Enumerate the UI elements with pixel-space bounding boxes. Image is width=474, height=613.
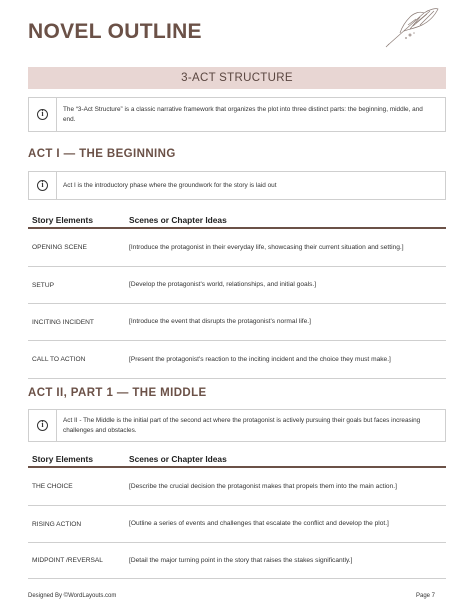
table-row (28, 267, 446, 304)
table-header (28, 452, 446, 468)
act1-note-text: Act I is the introductory phase where the groundwork for the story is laid out (63, 181, 277, 189)
act2-heading: ACT II, PART 1 — THE MIDDLE (28, 387, 207, 399)
table-row (28, 506, 446, 543)
story-element: RISING ACTION (32, 520, 82, 528)
column-header-elements: Story Elements (32, 454, 93, 464)
table-row (28, 543, 446, 579)
table-header (28, 213, 446, 229)
scene-idea: [Develop the protagonist's world, relationships, and initial goals.] (129, 281, 317, 288)
act1-note (28, 171, 446, 200)
story-element: CALL TO ACTION (32, 356, 86, 363)
table-row (28, 304, 446, 341)
scene-idea: [Present the protagonist's reaction to the inciting incident and the choice they must make.] (129, 355, 391, 363)
column-header-elements: Story Elements (32, 215, 93, 225)
story-element: SETUP (32, 281, 54, 289)
act2-table (28, 452, 446, 579)
story-element: OPENING SCENE (32, 244, 87, 251)
section-banner: 3-ACT STRUCTURE (28, 67, 446, 89)
scene-idea: [Outline a series of events and challenges that escalate the conflict and develop the plot.] (129, 520, 389, 527)
column-header-ideas: Scenes or Chapter Ideas (129, 215, 227, 225)
page-title: NOVEL OUTLINE (28, 20, 202, 43)
act2-note-text: Act II - The Middle is the initial part of the second act where the protagonist is actively pursuing their goals but faces increasing challenges and obstacles. (63, 417, 421, 434)
table-row (28, 468, 446, 506)
info-icon-cell (29, 98, 57, 131)
footer-credit: Designed By ©WordLayouts.com (28, 593, 117, 599)
act1-table (28, 213, 446, 379)
scene-idea: [Detail the major turning point in the story that raises the stakes significantly.] (129, 556, 353, 564)
act1-heading: ACT I — THE BEGINNING (28, 148, 176, 160)
table-row (28, 229, 446, 267)
info-icon: i (37, 109, 48, 120)
story-element: MIDPOINT /REVERSAL (32, 557, 103, 564)
column-header-ideas: Scenes or Chapter Ideas (129, 454, 227, 464)
scene-idea: [Introduce the protagonist in their everyday life, showcasing their current situation and setting.] (129, 243, 404, 251)
story-element: INCITING INCIDENT (32, 318, 94, 326)
quill-pen-icon (380, 5, 440, 50)
page-number: Page 7 (416, 593, 436, 599)
intro-note-text: The “3-Act Structure” is a classic narrative framework that organizes the plot into three distinct parts: the beginning, middle, and end. (63, 106, 423, 123)
act2-note (28, 409, 446, 442)
intro-note (28, 97, 446, 132)
info-icon: i (37, 420, 48, 431)
scene-idea: [Describe the crucial decision the protagonist makes that propels them into the main action.] (129, 482, 397, 490)
story-element: THE CHOICE (32, 483, 73, 490)
scene-idea: [Introduce the event that disrupts the protagonist's normal life.] (129, 318, 311, 325)
info-icon: i (37, 180, 48, 191)
table-row (28, 341, 446, 379)
